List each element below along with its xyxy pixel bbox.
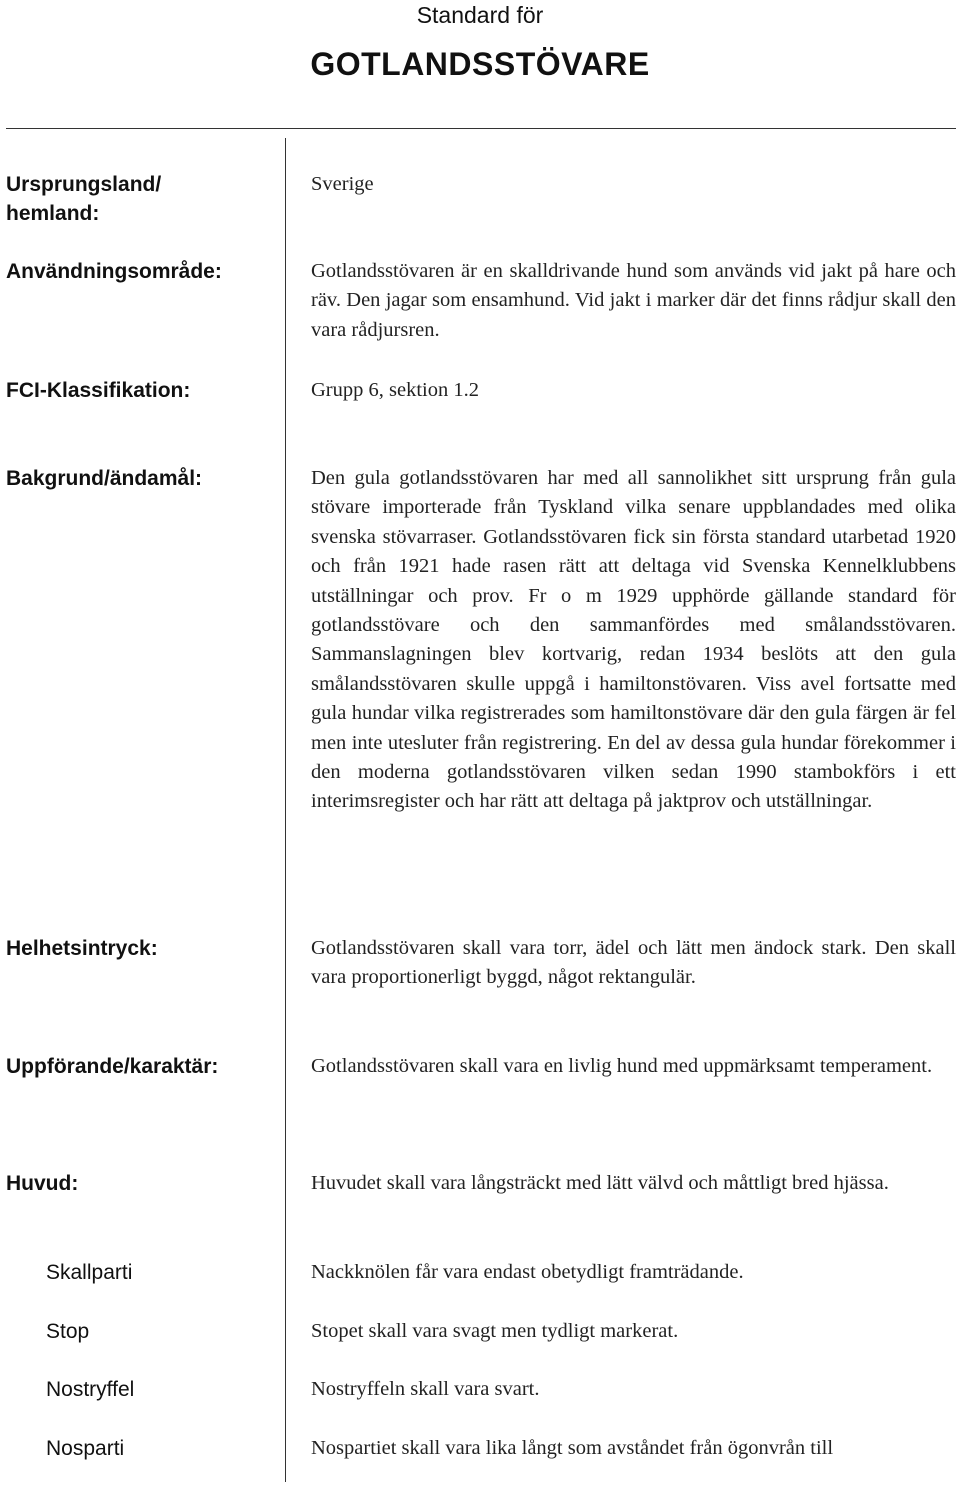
label-anvandningsomrade: Användningsområde: (6, 260, 222, 283)
column-divider (285, 138, 286, 1482)
value-nostryffel: Nostryffeln skall vara svart. (311, 1378, 540, 1400)
breed-title: GOTLANDSSTÖVARE (310, 46, 650, 82)
label-bakgrund: Bakgrund/ändamål: (6, 467, 203, 490)
value-skallparti: Nackknölen får vara endast obetydligt framträdande. (311, 1261, 744, 1283)
value-bakgrund: Den gula gotlandsstövaren har med all sannolikhet sitt ursprung från gula stövare importerade från Tyskland vilka senare uppblandades med olika svenska stövarraser. Gotlandsstövaren fick sin första standard utarbetad 1920 och från 1921 hade rasen rätt att deltaga vid Svenska Kennelklubbens utställningar och prov. Fr o m 1929 upphörde gällande standard för gotlandsstövare och den sammanfördes med smålandsstövaren. Sammanslagningen blev kortvarig, redan 1934 beslöts att den gula smålandsstövaren skulle uppgå i hamiltonstövaren. Viss avel fortsatte med gula hundar vilka registrerades som hamiltonstövare där den gula färgen är fel men inte utesluter från registrering. En del av dessa gula hundar förekommer i den moderna gotlandsstövaren vilken sedan 1990 stambokförs i ett interimsregister och har rätt att deltaga på jaktprov och utställningar. (311, 467, 956, 813)
value-stop: Stopet skall vara svagt men tydligt markerat. (311, 1320, 679, 1342)
label-ursprungsland (6, 170, 281, 228)
sublabel-nostryffel: Nostryffel (46, 1378, 135, 1401)
label-helhetsintryck: Helhetsintryck: (6, 937, 158, 960)
value-anvandningsomrade: Gotlandsstövaren är en skalldrivande hund som används vid jakt på hare och räv. Den jagar som ensamhund. Vid jakt i marker där det finns rådjur skall den vara rådjursren. (311, 260, 956, 341)
sublabel-nosparti: Nosparti (46, 1437, 125, 1460)
sublabel-stop: Stop (46, 1320, 90, 1343)
label-fci-klassifikation: FCI-Klassifikation: (6, 379, 191, 402)
label-huvud: Huvud: (6, 1172, 79, 1195)
label-uppforande: Uppförande/karaktär: (6, 1055, 219, 1078)
value-nosparti: Nospartiet skall vara lika långt som avståndet från ögonvrån till (311, 1437, 834, 1459)
value-helhetsintryck: Gotlandsstövaren skall vara torr, ädel och lätt men ändock stark. Den skall vara proportionerligt byggd, något rektangulär. (311, 937, 956, 989)
standard-subtitle: Standard för (416, 2, 544, 28)
value-fci-klassifikation: Grupp 6, sektion 1.2 (311, 379, 479, 401)
label-text: Ursprungsland/ hemland: (6, 173, 162, 225)
value-uppforande: Gotlandsstövaren skall vara en livlig hund med uppmärksamt temperament. (311, 1055, 933, 1077)
value-huvud: Huvudet skall vara långsträckt med lätt välvd och måttligt bred hjässa. (311, 1172, 889, 1194)
value-ursprungsland: Sverige (311, 173, 374, 195)
sublabel-skallparti: Skallparti (46, 1261, 133, 1284)
header-divider (6, 128, 956, 129)
